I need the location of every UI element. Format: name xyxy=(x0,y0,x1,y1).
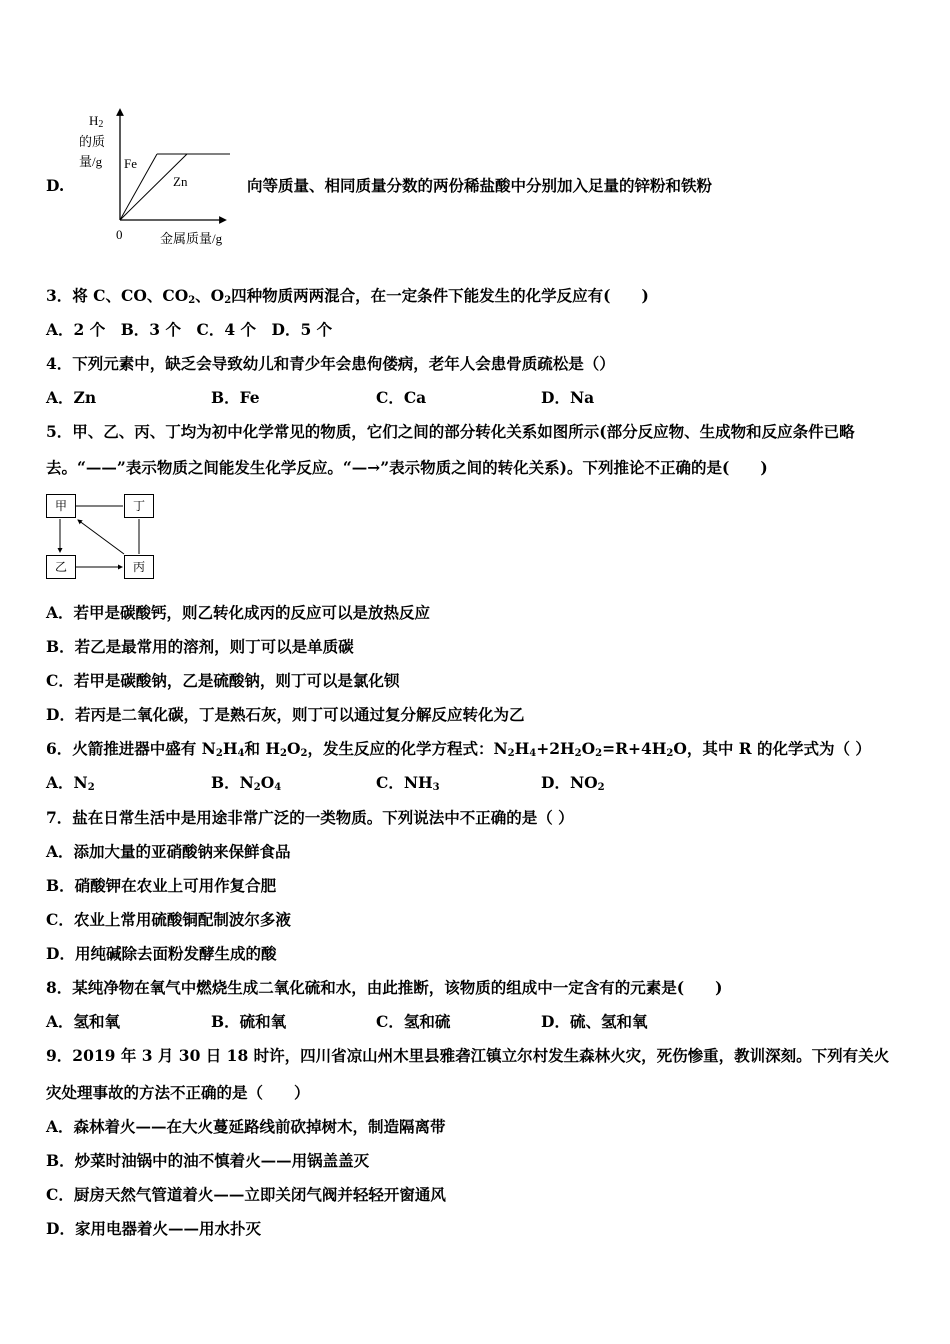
q8-option-b: B．硫和氧 xyxy=(211,1012,287,1031)
node-bing: 丙 xyxy=(124,555,154,579)
q5-diagram xyxy=(44,492,159,584)
q4-options xyxy=(46,388,594,408)
q7-option-b: B．硝酸钾在农业上可用作复合肥 xyxy=(46,876,277,895)
q4-option-c: C．Ca xyxy=(376,388,427,407)
series-fe-label: Fe xyxy=(124,156,137,171)
bing-jia-arrow xyxy=(78,520,124,554)
q4-option-d: D．Na xyxy=(541,388,595,407)
q7-option-c: C．农业上常用硫酸铜配制波尔多液 xyxy=(46,910,291,929)
q8-option-a: A．氢和氧 xyxy=(46,1012,121,1031)
node-yi: 乙 xyxy=(46,555,76,579)
q3-stem: 3．将 C、CO、$CO_2$、$O_2$四种物质两两混合，在一定条件下能发生的化学反应有( ) xyxy=(46,286,649,306)
node-ding: 丁 xyxy=(124,494,154,518)
y-label-line3: 量/g xyxy=(79,154,103,169)
q9-option-a: A．森林着火——在大火蔓延路线前砍掉树木，制造隔离带 xyxy=(46,1117,446,1136)
q5-stem-line1: 5．甲、乙、丙、丁均为初中化学常见的物质，它们之间的部分转化关系如图所示(部分反应物、生成物和反应条件已略 xyxy=(46,422,855,441)
q4-option-a: A．Zn xyxy=(46,388,97,407)
y-label-line2: 的质 xyxy=(79,134,106,149)
q4-option-b: B．Fe xyxy=(211,388,260,407)
q8-option-d: D．硫、氢和氧 xyxy=(541,1012,648,1031)
q3-options: A．2 个 B．3 个 C．4 个 D．5 个 xyxy=(46,320,333,339)
q9-option-d: D．家用电器着火——用水扑灭 xyxy=(46,1219,261,1238)
node-jia: 甲 xyxy=(46,494,76,518)
origin-label: 0 xyxy=(116,227,123,242)
q9-option-c: C．厨房天然气管道着火——立即关闭气阀并轻轻开窗通风 xyxy=(46,1185,446,1204)
q2-option-d-label: D. xyxy=(46,176,65,195)
q6-option-c: C．$NH_3$ xyxy=(376,773,440,793)
q7-option-d: D．用纯碱除去面粉发酵生成的酸 xyxy=(46,944,277,963)
q9-option-b: B．炒菜时油锅中的油不慎着火——用锅盖盖灭 xyxy=(46,1151,370,1170)
x-axis-label: 金属质量/g xyxy=(160,231,223,246)
q6-option-d: D．$NO_2$ xyxy=(541,773,605,793)
q4-stem: 4．下列元素中，缺乏会导致幼儿和青少年会患佝偻病，老年人会患骨质疏松是（） xyxy=(46,354,615,373)
q6-option-b: B．$N_2O_4$ xyxy=(211,773,282,793)
q2-option-d-text: 向等质量、相同质量分数的两份稀盐酸中分别加入足量的锌粉和铁粉 xyxy=(247,176,713,195)
series-zn-label: Zn xyxy=(173,174,188,189)
q5-option-a: A．若甲是碳酸钙，则乙转化成丙的反应可以是放热反应 xyxy=(46,603,431,622)
q9-stem-line2: 灾处理事故的方法不正确的是（ ） xyxy=(46,1083,310,1102)
y-label-h2: $H_2$ xyxy=(89,113,104,130)
q5-stem-line2: 去。“——”表示物质之间能发生化学反应。“—→”表示物质之间的转化关系)。下列推论不正确的是( ) xyxy=(46,458,768,477)
q2-graph xyxy=(75,108,250,253)
q5-option-d: D．若丙是二氧化碳，丁是熟石灰，则丁可以通过复分解反应转化为乙 xyxy=(46,705,525,724)
q5-option-c: C．若甲是碳酸钠，乙是硫酸钠，则丁可以是氯化钡 xyxy=(46,671,400,690)
q7-option-a: A．添加大量的亚硝酸钠来保鲜食品 xyxy=(46,842,291,861)
q8-stem: 8．某纯净物在氧气中燃烧生成二氧化硫和水，由此推断，该物质的组成中一定含有的元素是( ) xyxy=(46,978,723,997)
q5-option-b: B．若乙是最常用的溶剂，则丁可以是单质碳 xyxy=(46,637,354,656)
q8-options xyxy=(46,1012,647,1032)
q6-stem: 6．火箭推进器中盛有 $N_2H_4$和 $H_2O_2$，发生反应的化学方程式：$N_2H_4+2H_2O_2=R+4H_2O$，其中 R 的化学式为（ ） xyxy=(46,739,871,759)
q8-option-c: C．氢和硫 xyxy=(376,1012,451,1031)
q9-stem-line1: 9．2019 年 3 月 30 日 18 时许，四川省凉山州木里县雅砻江镇立尔村发生森林火灾，死伤惨重，教训深刻。下列有关火 xyxy=(46,1046,890,1065)
q6-options xyxy=(46,773,605,793)
q6-option-a: A．$N_2$ xyxy=(46,773,95,793)
q7-stem: 7．盐在日常生活中是用途非常广泛的一类物质。下列说法中不正确的是（ ） xyxy=(46,808,574,827)
